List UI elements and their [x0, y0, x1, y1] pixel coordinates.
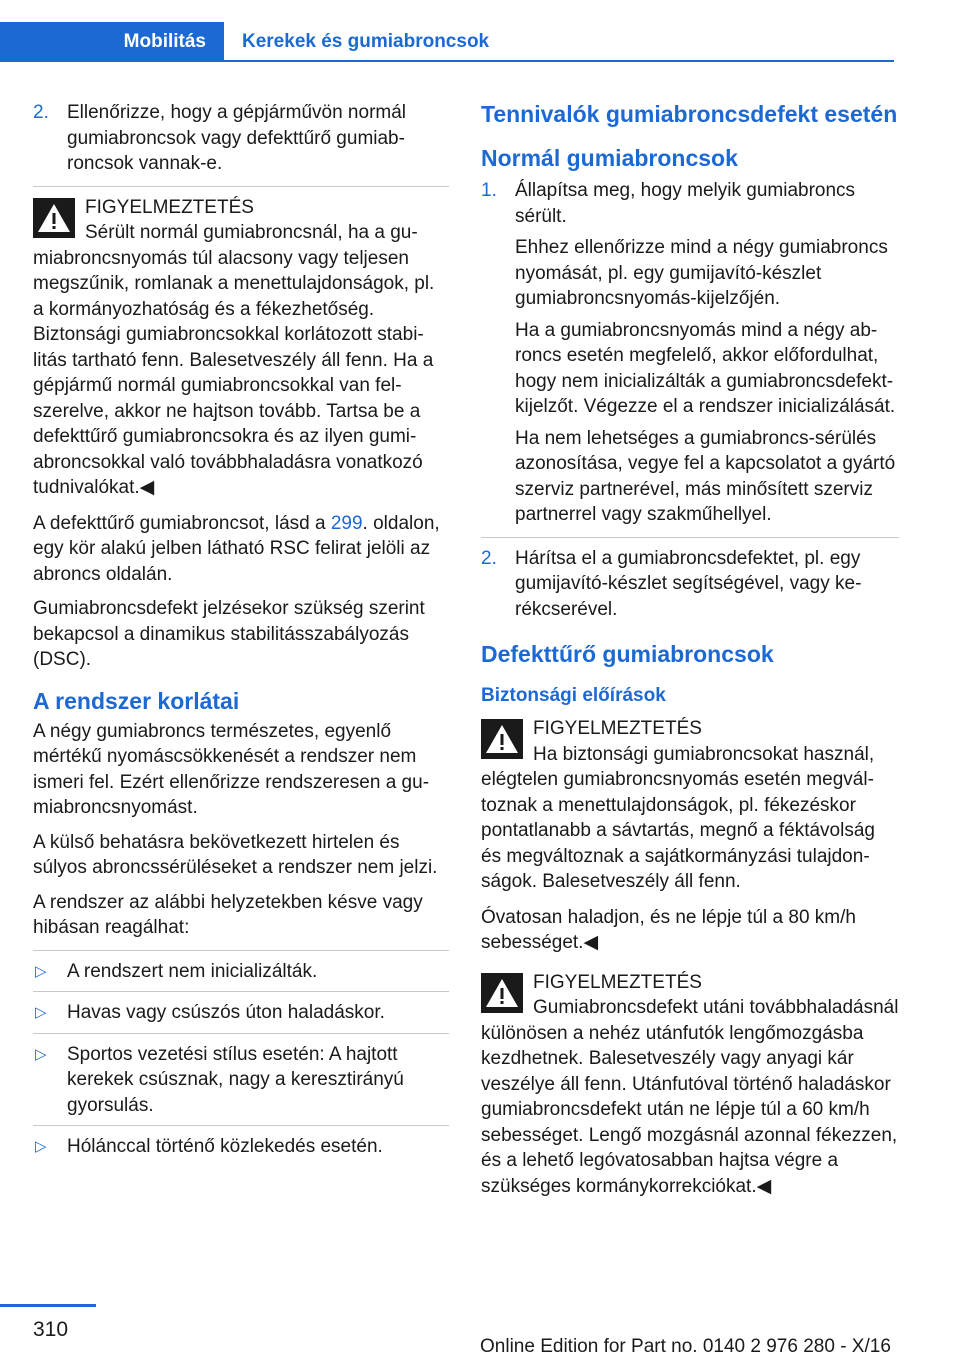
- divider: [481, 537, 899, 538]
- list-item: [33, 1134, 449, 1160]
- footer-rule: [0, 1304, 96, 1307]
- divider: [33, 186, 449, 187]
- subsection-heading: Normál gumiabroncsok: [481, 145, 738, 171]
- page-link[interactable]: 299: [330, 512, 363, 534]
- list-item-text: Sportos vezetési stílus esetén: A hajtott kerekek csúsznak, nagy a keresztirányú gyorsulás.: [67, 1043, 404, 1116]
- item-text: Állapítsa meg, hogy melyik gumiabroncs sérült.: [515, 180, 856, 227]
- warning-block: [481, 716, 899, 895]
- section-heading: A rendszer korlátai: [33, 687, 240, 714]
- divider: [33, 991, 449, 992]
- subsection-heading: Biztonsági előírások: [481, 685, 666, 706]
- section-heading: Tennivalók gumiabroncsdefekt esetén: [481, 101, 898, 127]
- text: . oldalon, egy kör alakú jelben látható RSC felirat jelöli az abroncs oldalán.: [33, 512, 440, 585]
- warning-title: FIGYELMEZTETÉS: [85, 196, 254, 218]
- item-subparagraph: Ha nem lehetséges a gumiabroncs-sérülés azonosítása, vegye fel a kapcsolatot a gyártó szerviz partnerével, más minősített szerviz partnerrel vagy szakműhellyel.: [515, 427, 896, 525]
- bullet-triangle-icon: ▷: [35, 1004, 47, 1021]
- warning-title: FIGYELMEZTETÉS: [533, 971, 702, 993]
- page-number: 310: [33, 1318, 69, 1341]
- divider: [33, 1033, 449, 1034]
- paragraph: A négy gumiabroncs természetes, egyenlő mértékű nyomáscsökkenését a rendszer nem ismeri fel. Ezért ellenőrizze rendszeresen a gumiabroncsnyomást.: [33, 720, 430, 818]
- warning-triangle-icon: [33, 198, 75, 238]
- numbered-item: [481, 546, 899, 623]
- list-item: [33, 1000, 449, 1026]
- warning-title: FIGYELMEZTETÉS: [533, 718, 702, 739]
- bullet-triangle-icon: ▷: [35, 1138, 47, 1155]
- paragraph: Óvatosan haladjon, és ne lépje túl a 80 km/h sebességet.◀: [481, 906, 856, 953]
- section-label: Mobilitás: [123, 31, 206, 52]
- numbered-item: [33, 100, 449, 177]
- list-item: [33, 1042, 449, 1119]
- item-text: Ellenőrizze, hogy a gépjárművön normál gumiabroncsok vagy defekttűrő gumiabroncsok vannak-e.: [67, 102, 407, 174]
- warning-block: [481, 970, 899, 1200]
- left-column: [33, 100, 449, 1167]
- paragraph: [33, 511, 449, 588]
- warning-text: Gumiabroncsdefekt utáni továbbhaladásnál különösen a nehéz utánfutók lengőmozgásba kezdhetnek. Balesetveszély vagy anyagi kár veszélye áll fenn. Utánfutóval történő haladáskor gumiabroncsdefekt után ne lépje túl a 60 km/h sebességet. Lengő mozgásnál azonnal fékezzen, és a lehető legóvatosabban hajtsa végre a szükséges kormánykorrekciókat.◀: [481, 997, 899, 1197]
- section-tab: [0, 22, 224, 62]
- page-header: [0, 0, 960, 62]
- right-column: [481, 100, 899, 1209]
- bullet-triangle-icon: ▷: [35, 1045, 47, 1063]
- list-item-text: Hólánccal történő közlekedés esetén.: [67, 1136, 383, 1157]
- text: A defekttűrő gumiabroncsot, lásd a: [33, 512, 331, 534]
- divider: [33, 1125, 449, 1126]
- list-item-text: A rendszert nem inicializálták.: [67, 960, 318, 982]
- chapter-title: Kerekek és gumiabroncsok: [242, 31, 490, 52]
- item-number: 1.: [481, 180, 497, 201]
- bullet-triangle-icon: ▷: [35, 962, 47, 980]
- paragraph: A rendszer az alábbi helyzetekben késve vagy hibásan reagálhat:: [33, 891, 423, 938]
- paragraph: A külső behatásra bekövetkezett hirtelen és súlyos abroncssérüléseket a rendszer nem jelzi.: [33, 831, 438, 878]
- divider: [33, 950, 449, 951]
- warning-block: [33, 195, 449, 501]
- warning-text: Ha biztonsági gumiabroncsokat használ, elégtelen gumiabroncsnyomás esetén megváltoznak a menettulajdonságok, pl. fékezéskor pontatlanabb a sávtartás, megnő a féktávolság és megváltoznak a sajátkormányzási tulajdonságok. Balesetveszély áll fenn.: [481, 743, 875, 892]
- warning-triangle-icon: [481, 973, 523, 1013]
- item-number: 2.: [33, 102, 49, 123]
- paragraph: Gumiabroncsdefekt jelzésekor szükség szerint bekapcsol a dinamikus stabilitásszabályozás (DSC).: [33, 598, 425, 670]
- list-item-text: Havas vagy csúszós úton haladáskor.: [67, 1002, 385, 1023]
- item-text: Hárítsa el a gumiabroncsdefektet, pl. egy gumijavító-készlet segítségével, vagy kerékcserével.: [515, 547, 862, 620]
- header-rule: [224, 60, 894, 62]
- section-heading: Defekttűrő gumiabroncsok: [481, 641, 774, 667]
- item-subparagraph: Ha a gumiabroncsnyomás mind a négy abroncs esetén megfelelő, akkor előfordulhat, hogy nem inicializálták a gumiabroncsdefekt-kijelzőt. Végezze el a rendszer inicializálását.: [515, 319, 896, 417]
- warning-text: Sérült normál gumiabroncsnál, ha a gumiabroncsnyomás túl alacsony vagy teljesen megszűnik, romlanak a menettulajdonságok, pl. a kormányozhatóság és a fékezhetőség. Biztonsági gumiabroncsokkal korlátozott stabilitás tartható fenn. Balesetveszély áll fenn. Ha a gépjármű normál gumiabroncsokkal van felszerelve, akkor ne hajtson tovább. Tartsa be a defekttűrő gumiabroncsokra és az ilyen gumiabroncsokkal való továbbhaladásra vonatkozó tudnivalókat.◀: [33, 222, 435, 498]
- warning-triangle-icon: [481, 719, 523, 759]
- item-number: 2.: [481, 547, 497, 569]
- list-item: [33, 959, 449, 985]
- item-subparagraph: Ehhez ellenőrizze mind a négy gumiabroncs nyomását, pl. egy gumijavító-készlet gumiabroncsnyomás-kijelzőjén.: [515, 237, 888, 309]
- edition-text: Online Edition for Part no. 0140 2 976 280 - X/16: [480, 1336, 891, 1357]
- numbered-item: [481, 178, 899, 528]
